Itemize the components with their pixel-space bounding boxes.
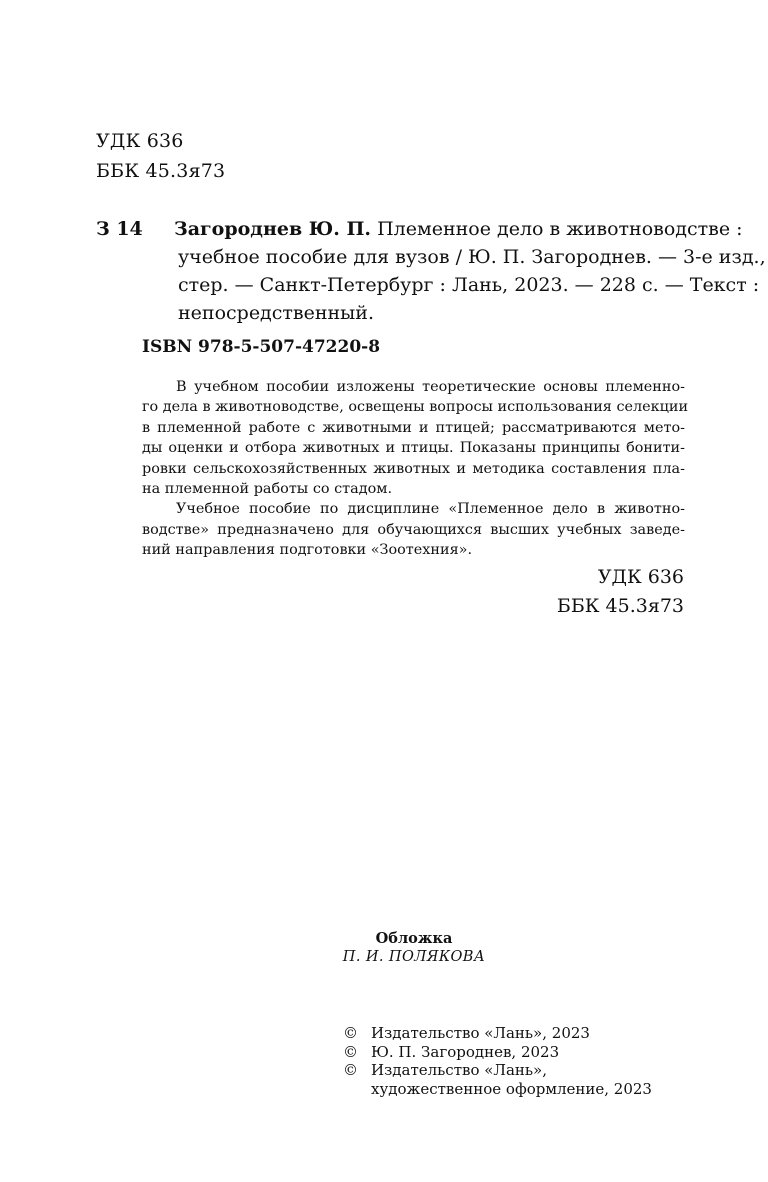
copyright-line bbox=[343, 1061, 652, 1080]
udk-code: УДК 636 bbox=[96, 130, 184, 152]
copyright-block bbox=[343, 1024, 652, 1098]
abstract-line: го дела в животноводстве, освещены вопросы использования селекции bbox=[142, 399, 689, 416]
record-line-3: стер. — Санкт-Петербург : Лань, 2023. — 228 с. — Текст : bbox=[178, 274, 760, 296]
classification-top bbox=[96, 126, 225, 186]
bbk-code: ББК 45.3я73 bbox=[556, 595, 684, 617]
cover-credit bbox=[0, 930, 768, 966]
abstract bbox=[142, 377, 689, 561]
author-code: З 14 bbox=[96, 218, 143, 240]
record-title: Племенное дело в животноводстве : bbox=[377, 218, 743, 240]
copyright-text: Издательство «Лань», 2023 bbox=[371, 1024, 590, 1042]
copyright-icon: © bbox=[343, 1061, 358, 1079]
copyright-icon: © bbox=[343, 1042, 358, 1061]
cover-label: Обложка bbox=[375, 930, 453, 947]
copyright-text: Ю. П. Загороднев, 2023 bbox=[371, 1042, 560, 1061]
abstract-line: в племенной работе с животными и птицей; рассматриваются мето- bbox=[142, 419, 685, 436]
record-author: Загороднев Ю. П. bbox=[174, 218, 372, 240]
copyright-line bbox=[343, 1024, 652, 1043]
copyright-text-continued: художественное оформление, 2023 bbox=[371, 1079, 652, 1098]
abstract-line: ровки сельскохозяйственных животных и методика составления пла- bbox=[142, 460, 685, 477]
record-line-2: учебное пособие для вузов / Ю. П. Загороднев. — 3-е изд., bbox=[178, 246, 766, 268]
abstract-line: ды оценки и отбора животных и птицы. Показаны принципы бонити- bbox=[142, 440, 685, 457]
copyright-line bbox=[343, 1043, 652, 1062]
abstract-line: Учебное пособие по дисциплине «Племенное дело в животно- bbox=[176, 501, 685, 518]
isbn: ISBN 978-5-507-47220-8 bbox=[142, 337, 381, 357]
bbk-code: ББК 45.3я73 bbox=[96, 160, 226, 182]
bibliographic-entry bbox=[174, 215, 766, 327]
record-line-4: непосредственный. bbox=[178, 302, 375, 324]
udk-code: УДК 636 bbox=[597, 566, 684, 588]
cover-designer: П. И. ПОЛЯКОВА bbox=[342, 949, 486, 965]
abstract-line: В учебном пособии изложены теоретические основы племенно- bbox=[176, 379, 685, 395]
record-line-1 bbox=[174, 215, 743, 243]
abstract-line: на племенной работы со стадом. bbox=[142, 481, 393, 498]
abstract-line: водстве» предназначено для обучающихся высших учебных заведе- bbox=[142, 521, 685, 538]
abstract-line: ний направления подготовки «Зоотехния». bbox=[142, 542, 473, 559]
copyright-text: Издательство «Лань», bbox=[371, 1061, 548, 1079]
classification-bottom bbox=[557, 563, 684, 621]
copyright-icon: © bbox=[343, 1024, 358, 1042]
